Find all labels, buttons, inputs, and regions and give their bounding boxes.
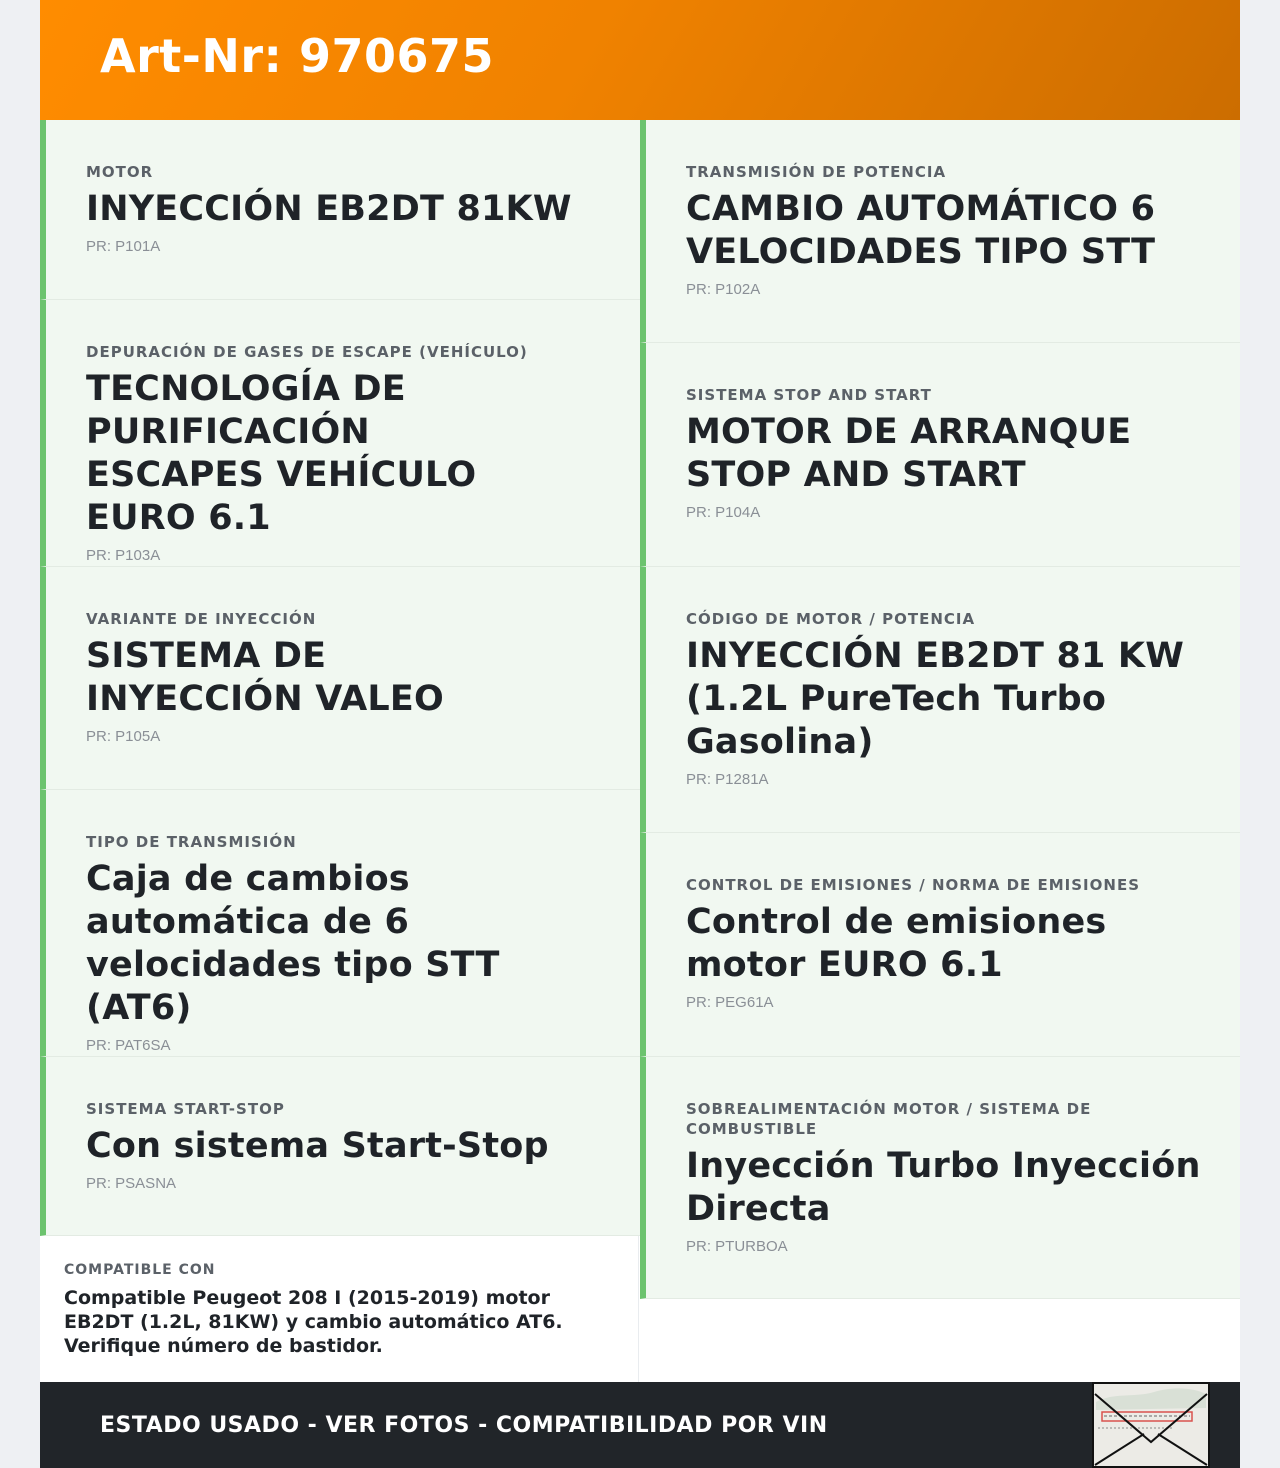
spec-label: MOTOR: [86, 163, 154, 181]
spec-value: INYECCIÓN EB2DT 81KW: [86, 189, 572, 229]
spec-pr-code: PR: PEG61A: [686, 994, 774, 1011]
spec-label: SISTEMA STOP AND START: [686, 386, 932, 404]
left-column: [40, 120, 640, 1236]
spec-card: [640, 1057, 1240, 1299]
spec-label: CONTROL DE EMISIONES / NORMA DE EMISIONES: [686, 876, 1140, 894]
spec-card: [640, 833, 1240, 1057]
spec-pr-code: PR: P101A: [86, 238, 161, 255]
spec-label: TIPO DE TRANSMISIÓN: [86, 833, 297, 851]
spec-label: DEPURACIÓN DE GASES DE ESCAPE (VEHÍCULO): [86, 343, 528, 361]
spec-value: Control de emisiones motor EURO 6.1: [686, 902, 1107, 985]
spec-pr-code: PR: P104A: [686, 504, 761, 521]
spec-value: SISTEMA DE INYECCIÓN VALEO: [86, 636, 444, 719]
spec-value: Con sistema Start-Stop: [86, 1126, 549, 1166]
spec-card: [640, 120, 1240, 343]
compatibility-block: [40, 1236, 639, 1382]
spec-label: SISTEMA START-STOP: [86, 1100, 285, 1118]
spec-value: CAMBIO AUTOMÁTICO 6 VELOCIDADES TIPO STT: [686, 189, 1156, 272]
spec-card: [640, 567, 1240, 833]
spec-value: MOTOR DE ARRANQUE STOP AND START: [686, 412, 1132, 495]
compatibility-text: Compatible Peugeot 208 I (2015-2019) motor EB2DT (1.2L, 81KW) y cambio automático AT6. Verifique número de bastidor.: [64, 1287, 563, 1357]
footer-status-text: ESTADO USADO - VER FOTOS - COMPATIBILIDAD POR VIN: [100, 1413, 828, 1438]
spec-pr-code: PR: P102A: [686, 281, 761, 298]
spec-pr-code: PR: P105A: [86, 728, 161, 745]
spec-value: Inyección Turbo Inyección Directa: [686, 1146, 1201, 1229]
spec-pr-code: PR: P103A: [86, 547, 161, 564]
right-column: [640, 120, 1240, 1299]
spec-value: INYECCIÓN EB2DT 81 KW (1.2L PureTech Turbo Gasolina): [686, 636, 1185, 762]
footer-bar: [40, 1382, 1240, 1468]
spec-label: SOBREALIMENTACIÓN MOTOR / SISTEMA DE COMBUSTIBLE: [686, 1100, 1092, 1138]
spec-pr-code: PR: PSASNA: [86, 1175, 177, 1192]
spec-card: [40, 790, 640, 1057]
header-banner: [40, 0, 1240, 120]
compatibility-label: COMPATIBLE CON: [64, 1262, 216, 1278]
part-photo-thumbnail[interactable]: [1092, 1382, 1210, 1468]
spec-pr-code: PR: PTURBOA: [686, 1238, 788, 1255]
spec-label: VARIANTE DE INYECCIÓN: [86, 610, 317, 628]
spec-value: Caja de cambios automática de 6 velocidades tipo STT (AT6): [86, 859, 500, 1028]
spec-card: [40, 1057, 640, 1236]
article-number-title: Art-Nr: 970675: [100, 29, 495, 83]
datasheet: [40, 0, 1240, 1468]
spec-pr-code: PR: PAT6SA: [86, 1037, 171, 1054]
spec-pr-code: PR: P1281A: [686, 771, 769, 788]
spec-label: TRANSMISIÓN DE POTENCIA: [686, 163, 947, 181]
spec-card: [40, 567, 640, 790]
spec-label: CÓDIGO DE MOTOR / POTENCIA: [686, 610, 976, 628]
spec-card: [40, 120, 640, 300]
spec-card: [40, 300, 640, 567]
spec-value: TECNOLOGÍA DE PURIFICACIÓN ESCAPES VEHÍCULO EURO 6.1: [86, 369, 477, 538]
envelope-icon: [1094, 1384, 1208, 1466]
spec-card: [640, 343, 1240, 567]
